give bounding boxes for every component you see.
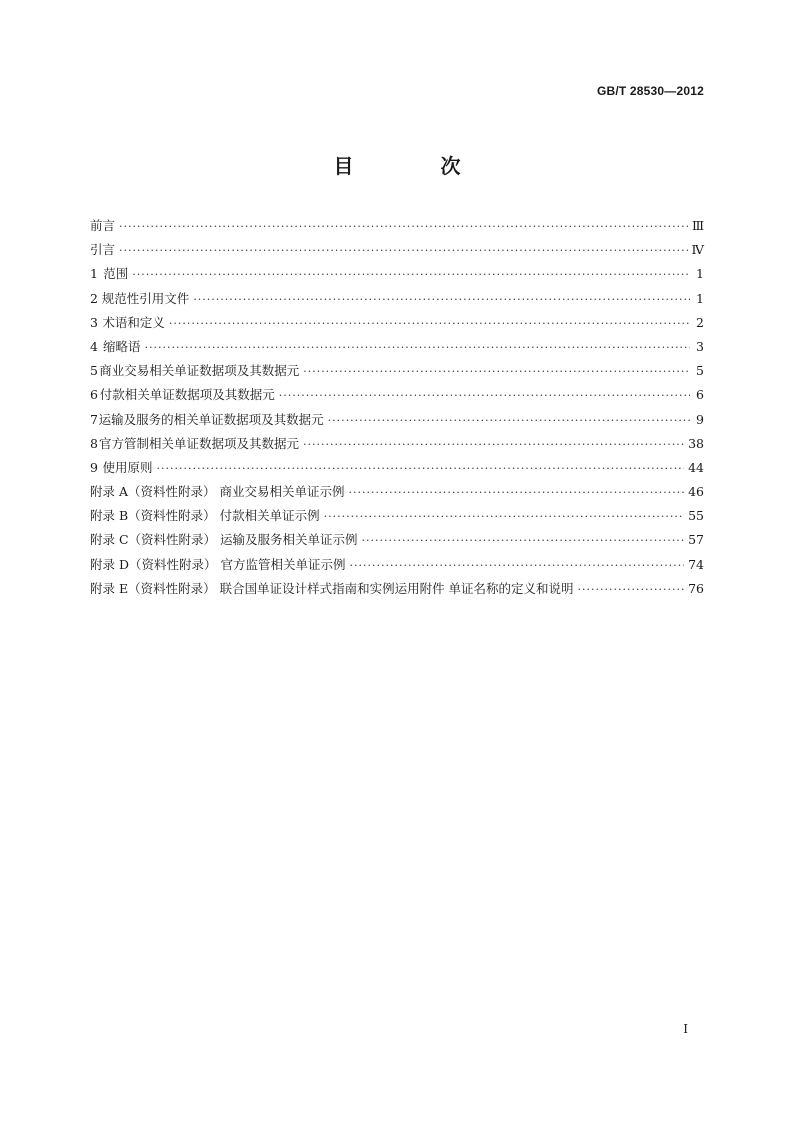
toc-entry-label: 使用原则 — [102, 459, 153, 475]
toc-entry-page: 57 — [688, 532, 704, 548]
toc-leader-dots — [144, 341, 690, 354]
toc-entry-page: 3 — [696, 338, 704, 354]
toc-entry-page: 38 — [688, 435, 704, 451]
toc-entry[interactable] — [90, 482, 704, 506]
toc-entry[interactable] — [90, 337, 704, 361]
toc-entry-label: 付款相关单证数据项及其数据元 — [99, 387, 275, 403]
toc-entry-label: 商业交易相关单证数据项及其数据元 — [99, 363, 300, 379]
toc-leader-dots — [328, 414, 690, 427]
toc-entry-page: 1 — [696, 290, 704, 306]
toc-leader-dots — [132, 268, 690, 281]
table-of-contents — [90, 216, 704, 603]
standard-code: GB/T 28530—2012 — [596, 84, 704, 98]
toc-entry-page: 5 — [696, 363, 704, 379]
toc-entry-number: 3 — [90, 314, 98, 330]
page-title: 目 次 — [333, 154, 501, 178]
toc-entry-label: 缩略语 — [102, 338, 141, 354]
toc-entry[interactable] — [90, 530, 704, 554]
toc-entry[interactable] — [90, 240, 704, 264]
toc-entry-label: 附录 A（资料性附录） 商业交易相关单证示例 — [90, 484, 345, 500]
toc-entry-label: 术语和定义 — [102, 314, 165, 330]
toc-entry-label: 引言 — [90, 242, 116, 258]
toc-entry-page: 44 — [688, 459, 704, 475]
toc-entry[interactable] — [90, 555, 704, 579]
toc-leader-dots — [303, 365, 690, 378]
toc-entry-page: 74 — [688, 556, 704, 572]
toc-entry-page: 46 — [688, 484, 704, 500]
toc-entry-page: 1 — [696, 266, 704, 282]
toc-entry-label: 运输及服务的相关单证数据项及其数据元 — [98, 411, 324, 427]
toc-entry-number: 8 — [90, 435, 98, 451]
toc-entry-label: 范围 — [103, 266, 129, 282]
toc-entry-label: 附录 D（资料性附录） 官方监管相关单证示例 — [90, 556, 346, 572]
toc-entry-number: 6 — [90, 387, 98, 403]
toc-entry[interactable] — [90, 385, 704, 409]
toc-entry-number: 5 — [90, 363, 98, 379]
toc-leader-dots — [119, 244, 687, 257]
toc-leader-dots — [193, 293, 690, 306]
toc-entry-label: 附录 B（资料性附录） 付款相关单证示例 — [90, 508, 320, 524]
toc-entry-page: 2 — [696, 314, 704, 330]
toc-entry[interactable] — [90, 434, 704, 458]
toc-leader-dots — [157, 462, 685, 475]
toc-entry-number: 4 — [90, 338, 98, 354]
toc-leader-dots — [119, 220, 688, 233]
toc-leader-dots — [348, 486, 684, 499]
toc-entry[interactable] — [90, 579, 704, 603]
toc-entry[interactable] — [90, 289, 704, 313]
toc-entry[interactable] — [90, 216, 704, 240]
toc-entry[interactable] — [90, 313, 704, 337]
toc-leader-dots — [303, 438, 684, 451]
toc-entry[interactable] — [90, 506, 704, 530]
toc-entry[interactable] — [90, 410, 704, 434]
toc-leader-dots — [324, 510, 684, 523]
toc-entry[interactable] — [90, 458, 704, 482]
toc-entry-label: 附录 C（资料性附录） 运输及服务相关单证示例 — [90, 532, 358, 548]
toc-leader-dots — [279, 389, 690, 402]
toc-entry-label: 附录 E（资料性附录） 联合国单证设计样式指南和实例运用附件 单证名称的定义和说明 — [90, 580, 574, 596]
toc-entry[interactable] — [90, 361, 704, 385]
toc-entry-page: 55 — [688, 508, 704, 524]
toc-leader-dots — [578, 583, 685, 596]
toc-leader-dots — [362, 534, 685, 547]
toc-entry-page: Ⅲ — [691, 218, 704, 233]
toc-leader-dots — [349, 559, 684, 572]
toc-entry-label: 规范性引用文件 — [101, 290, 190, 306]
toc-entry[interactable] — [90, 264, 704, 288]
toc-entry-label: 前言 — [90, 218, 116, 233]
toc-entry-number: 2 — [90, 290, 98, 306]
toc-entry-number: 9 — [90, 459, 98, 475]
toc-entry-page: Ⅳ — [691, 242, 704, 258]
toc-entry-page: 76 — [688, 580, 704, 596]
toc-entry-number: 1 — [90, 266, 98, 282]
toc-entry-number: 7 — [90, 411, 98, 427]
toc-leader-dots — [169, 317, 690, 330]
toc-entry-label: 官方管制相关单证数据项及其数据元 — [99, 435, 300, 451]
toc-entry-page: 6 — [696, 387, 704, 403]
toc-entry-page: 9 — [696, 411, 704, 427]
page-number: I — [683, 1022, 688, 1036]
